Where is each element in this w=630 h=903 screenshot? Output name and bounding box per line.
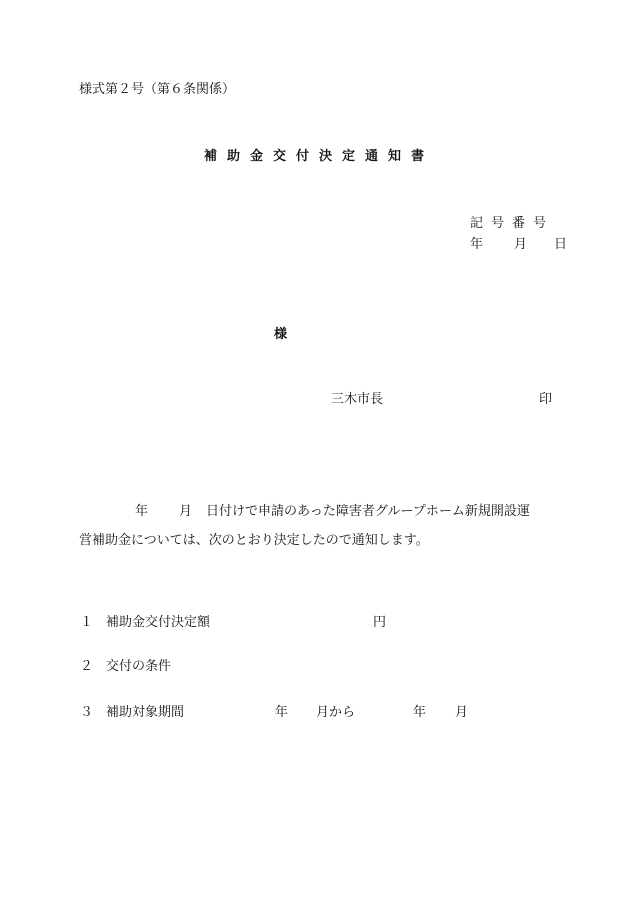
item-period bbox=[80, 706, 184, 719]
body-year: 年 bbox=[135, 504, 149, 519]
issue-date-month: 月 bbox=[514, 237, 528, 252]
item-number: １ bbox=[80, 615, 94, 630]
issue-date-year: 年 bbox=[470, 237, 484, 252]
body-text-line2: 営補助金については、次のとおり決定したので通知します。 bbox=[79, 533, 429, 548]
amount-unit: 円 bbox=[373, 615, 387, 630]
body-text-line1: 日付けで申請のあった障害者グループホーム新規開設運 bbox=[206, 504, 530, 519]
period-end-month: 月 bbox=[455, 705, 469, 720]
seal-mark: 印 bbox=[539, 392, 553, 407]
period-start-year: 年 bbox=[275, 705, 289, 720]
document-title: 補助金交付決定通知書 bbox=[204, 149, 435, 164]
addressee-honorific: 様 bbox=[274, 327, 288, 342]
body-month: 月 bbox=[179, 504, 193, 519]
item-label: 交付の条件 bbox=[106, 659, 172, 674]
issue-date bbox=[470, 238, 567, 251]
period-end-year: 年 bbox=[413, 705, 427, 720]
period-start-month: 月から bbox=[316, 705, 356, 720]
item-label: 補助対象期間 bbox=[106, 705, 185, 720]
form-number: 様式第２号（第６条関係） bbox=[79, 82, 236, 97]
item-number: ２ bbox=[80, 659, 94, 674]
body-paragraph bbox=[79, 497, 571, 555]
issue-date-day: 日 bbox=[554, 237, 568, 252]
item-decision-amount bbox=[80, 616, 210, 629]
item-conditions bbox=[80, 660, 171, 673]
item-label: 補助金交付決定額 bbox=[106, 615, 211, 630]
reference-number-label: 記号番号 bbox=[470, 216, 555, 231]
item-number: ３ bbox=[80, 705, 94, 720]
issuer-name: 三木市長 bbox=[331, 392, 384, 407]
